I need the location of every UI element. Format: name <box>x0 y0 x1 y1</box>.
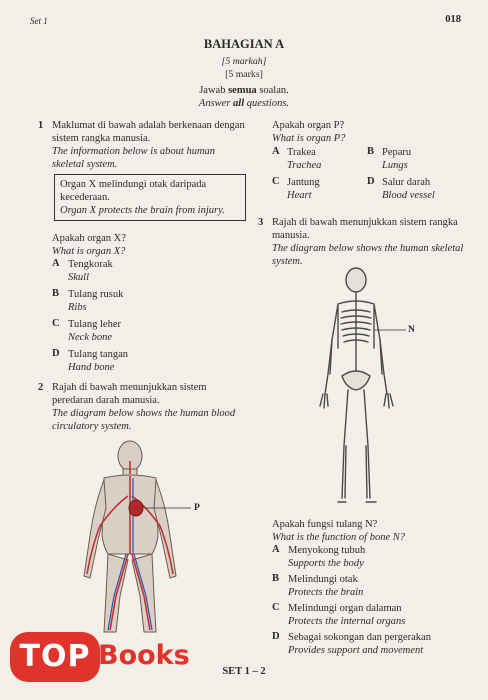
q2-stem-ms: Rajah di bawah menunjukkan sistem peredaran darah manusia. <box>52 382 207 406</box>
q3-stem-en: The diagram below shows the human skeletal system. <box>272 243 464 267</box>
q3-options <box>272 544 472 660</box>
q2-ask-ms: Apakah organ P? <box>272 120 345 131</box>
q1-option-d[interactable]: D Tulang tangan Hand bone <box>52 348 128 373</box>
q3-stem-ms: Rajah di bawah menunjukkan sistem rangka manusia. <box>272 217 458 241</box>
marks-en: [5 marks] <box>225 68 263 80</box>
label-n: N <box>408 325 415 335</box>
q3-ask-en: What is the function of bone N? <box>272 532 405 543</box>
q1-ask-en: What is organ X? <box>52 246 126 257</box>
logo-books-text: Books <box>98 640 190 671</box>
q1-number: 1 <box>38 120 44 131</box>
logo-top-text: TOP <box>10 632 100 682</box>
q1-option-c[interactable]: C Tulang leher Neck bone <box>52 318 121 343</box>
q3-stem <box>272 216 468 268</box>
marks-ms: [5 markah] <box>221 56 267 67</box>
q3-option-a[interactable]: A Menyokong tubuh Supports the body <box>272 544 366 569</box>
heart-organ <box>129 500 143 516</box>
q1-question <box>52 232 126 258</box>
q1-ask-ms: Apakah organ X? <box>52 233 126 244</box>
q3-option-c[interactable]: C Melindungi organ dalaman Protects the internal organs <box>272 602 406 627</box>
q3-option-d[interactable]: D Sebagai sokongan dan pergerakan Provides support and movement <box>272 631 431 656</box>
q2-option-c[interactable]: C Jantung Heart <box>272 176 320 201</box>
section-title: BAHAGIAN A <box>203 37 285 51</box>
q2-options <box>272 146 462 206</box>
q2-option-b[interactable]: B Peparu Lungs <box>367 146 412 171</box>
set-label: Set 1 <box>30 16 48 26</box>
topbooks-logo <box>6 632 196 690</box>
instruction-ms: Jawab semua soalan. <box>199 85 289 96</box>
q2-stem <box>52 381 248 433</box>
q2-option-a[interactable]: A Trakea Trachea <box>272 146 322 171</box>
circulatory-system-diagram <box>60 436 220 636</box>
q1-box-ms: Organ X melindungi otak daripada kecederaan. <box>60 179 207 203</box>
q1-option-b[interactable]: B Tulang rusuk Ribs <box>52 288 124 313</box>
q1-box-en: Organ X protects the brain from injury. <box>60 205 225 216</box>
q1-stem-ms: Maklumat di bawah adalah berkenaan dengan sistem rangka manusia. <box>52 120 245 144</box>
q1-stem <box>52 119 248 171</box>
q3-ask-ms: Apakah fungsi tulang N? <box>272 519 378 530</box>
q1-stem-en: The information below is about human skeletal system. <box>52 146 216 170</box>
skeleton-diagram <box>308 266 418 516</box>
q2-ask-en: What is organ P? <box>272 133 346 144</box>
page-code: 018 <box>445 14 461 25</box>
q3-number: 3 <box>258 217 264 228</box>
q2-question <box>272 119 345 145</box>
q3-question <box>272 518 405 544</box>
q2-number: 2 <box>38 382 44 393</box>
page-footer: SET 1 – 2 <box>222 666 266 677</box>
q2-stem-en: The diagram below shows the human blood circulatory system. <box>52 408 236 432</box>
q3-option-b[interactable]: B Melindungi otak Protects the brain <box>272 573 364 598</box>
section-header <box>0 36 488 110</box>
q1-info-box <box>54 174 246 221</box>
q1-option-a[interactable]: A Tengkorak Skull <box>52 258 113 283</box>
q1-options <box>52 258 242 378</box>
q2-option-d[interactable]: D Salur darah Blood vessel <box>367 176 435 201</box>
instruction-en: Answer all questions. <box>198 98 290 109</box>
label-p: P <box>194 503 200 513</box>
